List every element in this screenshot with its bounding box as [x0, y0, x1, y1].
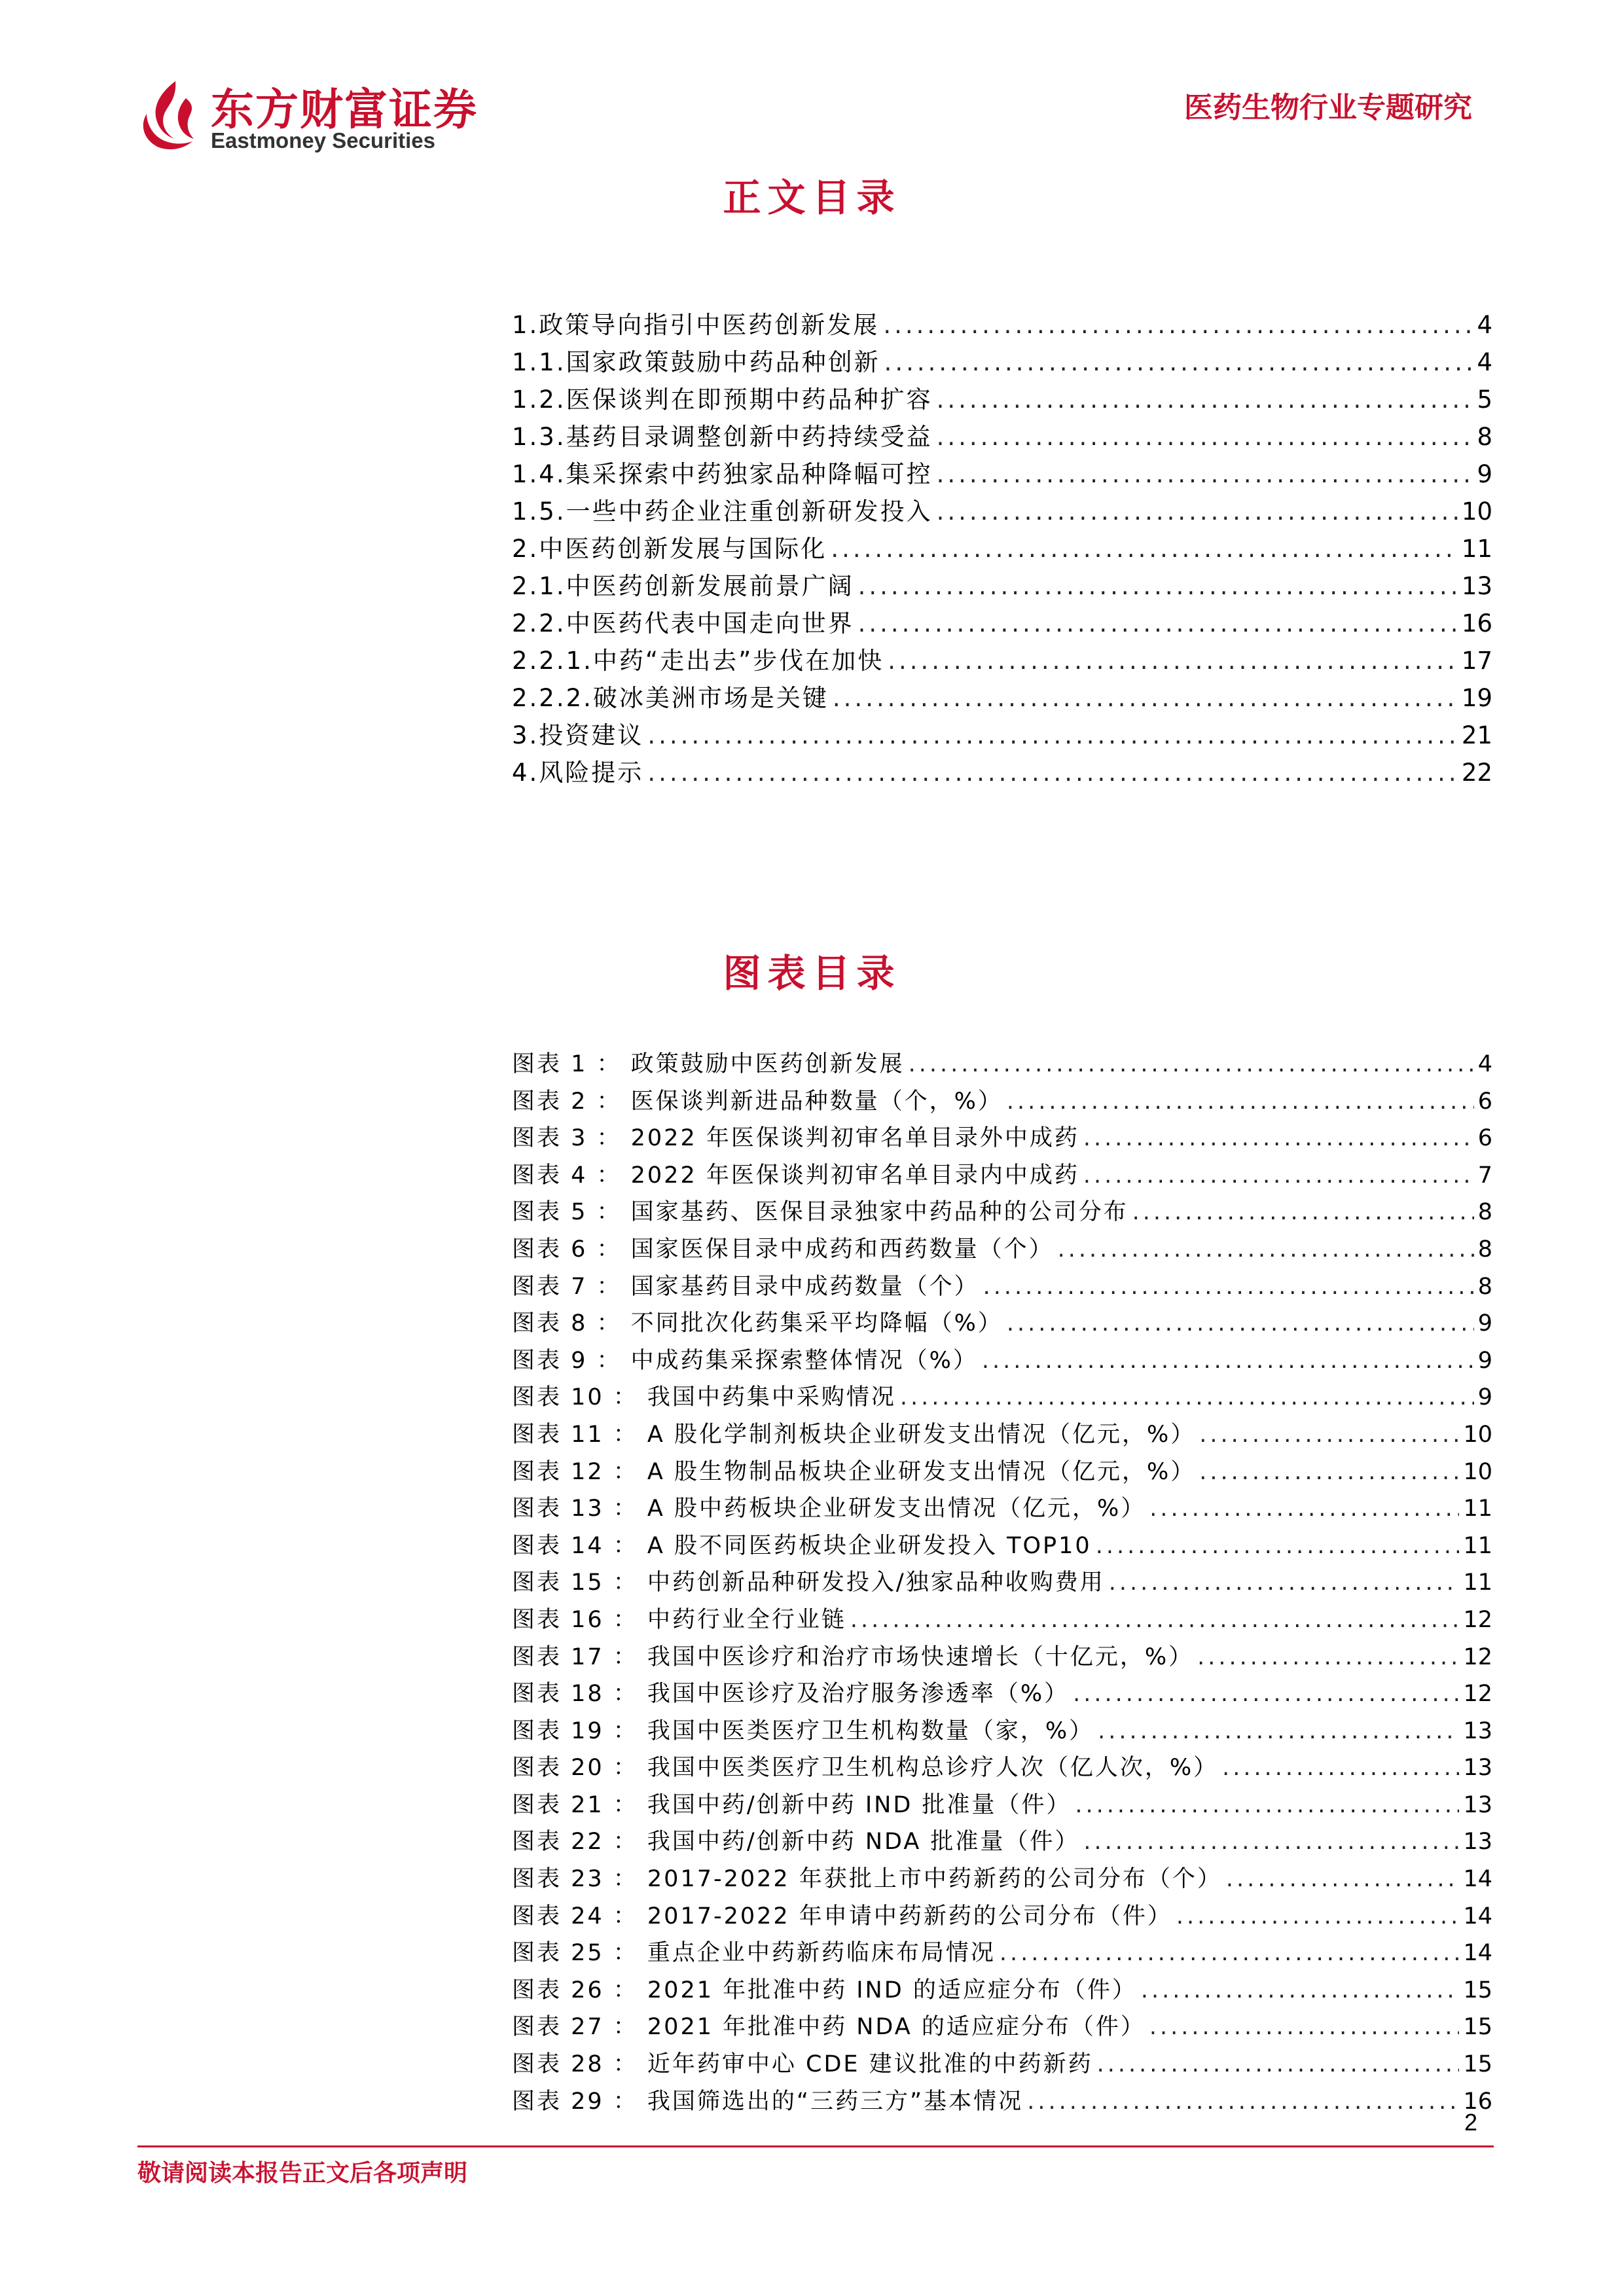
figure-toc-entry-page: 10 — [1463, 1458, 1492, 1485]
figure-toc-entry[interactable] — [512, 1528, 1492, 1565]
logo-chinese-name: 东方财富证券 — [211, 84, 478, 135]
figure-toc-entry-label: 图表 24 ： 2017-2022 年申请中药新药的公司分布（件） — [512, 1903, 1172, 1929]
figure-toc-entry-label: 图表 9 ： 中成药集采探索整体情况（%） — [512, 1347, 978, 1374]
dot-leader — [888, 647, 1458, 675]
figure-toc-entry[interactable] — [512, 1268, 1492, 1306]
figure-toc-entry-label: 图表 25 ： 重点企业中药新药临床布局情况 — [512, 1940, 996, 1967]
figure-toc-entry-page: 16 — [1463, 2088, 1492, 2115]
toc-entry-label: 1.4.集采探索中药独家品种降幅可控 — [512, 460, 933, 488]
figure-toc-entry-label: 图表 28 ： 近年药审中心 CDE 建议批准的中药新药 — [512, 2051, 1093, 2078]
figure-toc-entry-label: 图表 6 ： 国家医保目录中成药和西药数量（个） — [512, 1236, 1054, 1263]
toc-entry-page: 17 — [1461, 647, 1492, 675]
dot-leader — [1098, 1718, 1459, 1744]
dot-leader — [1097, 2051, 1460, 2077]
figure-toc-entry-label: 图表 5 ： 国家基药、医保目录独家中药品种的公司分布 — [512, 1199, 1128, 1226]
toc-list — [512, 305, 1492, 790]
figure-toc-entry-page: 9 — [1477, 1384, 1492, 1411]
dot-leader — [1083, 1125, 1474, 1151]
figure-toc-entry-page: 6 — [1477, 1125, 1492, 1152]
toc-entry[interactable] — [512, 417, 1492, 454]
dot-leader — [1058, 1236, 1474, 1263]
dot-leader — [884, 348, 1473, 376]
figure-toc-entry[interactable] — [512, 1861, 1492, 1898]
figure-toc-entry[interactable] — [512, 1898, 1492, 1935]
figure-toc-entry-page: 8 — [1477, 1236, 1492, 1263]
figure-toc-entry[interactable] — [512, 1416, 1492, 1454]
figure-toc-entry-label: 图表 12 ： A 股生物制品板块企业研发支出情况（亿元，%） — [512, 1458, 1196, 1485]
dot-leader — [850, 1607, 1460, 1633]
figure-toc-entry[interactable] — [512, 1342, 1492, 1380]
dot-leader — [1197, 1644, 1459, 1670]
dot-leader — [1083, 1829, 1459, 1855]
figure-toc-entry-label: 图表 11 ： A 股化学制剂板块企业研发支出情况（亿元，%） — [512, 1421, 1196, 1448]
figures-toc-list — [512, 1046, 1492, 2120]
toc-entry[interactable] — [512, 492, 1492, 529]
report-type-label: 医药生物行业专题研究 — [1184, 91, 1472, 124]
toc-entry-page: 10 — [1461, 497, 1492, 526]
dot-leader — [909, 1051, 1474, 1077]
dot-leader — [1075, 1792, 1459, 1818]
figure-toc-entry-label: 图表 10 ： 我国中药集中采购情况 — [512, 1384, 896, 1411]
dot-leader — [1199, 1459, 1459, 1485]
figure-toc-entry[interactable] — [512, 1787, 1492, 1824]
toc-entry-page: 19 — [1461, 684, 1492, 712]
dot-leader — [1176, 1903, 1460, 1929]
figure-toc-entry-page: 13 — [1463, 1755, 1492, 1782]
toc-entry[interactable] — [512, 454, 1492, 492]
figure-toc-entry-label: 图表 21 ： 我国中药/创新中药 IND 批准量（件） — [512, 1791, 1072, 1818]
toc-entry-page: 5 — [1477, 386, 1492, 414]
figure-toc-entry[interactable] — [512, 1639, 1492, 1676]
toc-entry[interactable] — [512, 753, 1492, 790]
dot-leader — [858, 609, 1458, 637]
figure-toc-entry-page: 15 — [1463, 2014, 1492, 2041]
toc-entry-label: 2.中医药创新发展与国际化 — [512, 535, 827, 563]
dot-leader — [900, 1384, 1474, 1410]
figure-toc-entry[interactable] — [512, 1749, 1492, 1787]
figure-toc-entry-label: 图表 17 ： 我国中医诊疗和治疗市场快速增长（十亿元，%） — [512, 1643, 1194, 1670]
dot-leader — [937, 423, 1473, 451]
figure-toc-entry[interactable] — [512, 1972, 1492, 2009]
dot-leader — [1000, 1940, 1460, 1966]
figure-toc-entry[interactable] — [512, 1120, 1492, 1157]
figure-toc-entry-page: 14 — [1463, 1903, 1492, 1929]
toc-entry-label: 2.2.中医药代表中国走向世界 — [512, 609, 854, 637]
figure-toc-entry-label: 图表 1 ： 政策鼓励中医药创新发展 — [512, 1051, 905, 1077]
toc-entry[interactable] — [512, 342, 1492, 380]
figure-toc-entry[interactable] — [512, 2009, 1492, 2046]
toc-entry-label: 2.1.中医药创新发展前景广阔 — [512, 572, 854, 600]
figure-toc-entry[interactable] — [512, 1046, 1492, 1083]
toc-entry[interactable] — [512, 715, 1492, 753]
page-number: 2 — [1464, 2109, 1477, 2136]
figure-toc-entry-label: 图表 14 ： A 股不同医药板块企业研发投入 TOP10 — [512, 1532, 1092, 1559]
figure-toc-entry-page: 12 — [1463, 1606, 1492, 1633]
footer-divider — [137, 2145, 1494, 2147]
dot-leader — [937, 497, 1458, 526]
figure-toc-entry-page: 15 — [1463, 1977, 1492, 2003]
figure-toc-entry-label: 图表 23 ： 2017-2022 年获批上市中药新药的公司分布（个） — [512, 1866, 1222, 1893]
toc-entry-page: 4 — [1477, 348, 1492, 376]
toc-entry-label: 1.3.基药目录调整创新中药持续受益 — [512, 423, 933, 451]
dot-leader — [1132, 1199, 1474, 1225]
figure-toc-entry-page: 13 — [1463, 1791, 1492, 1818]
figure-toc-entry-page: 9 — [1477, 1310, 1492, 1337]
dot-leader — [1222, 1755, 1459, 1781]
toc-entry-label: 2.2.2.破冰美洲市场是关键 — [512, 684, 829, 712]
toc-entry-label: 3.投资建议 — [512, 721, 644, 749]
toc-entry-label: 1.政策导向指引中医药创新发展 — [512, 311, 880, 339]
figure-toc-entry[interactable] — [512, 1305, 1492, 1342]
dot-leader — [1199, 1422, 1459, 1448]
toc-entry-label: 1.5.一些中药企业注重创新研发投入 — [512, 497, 933, 526]
figure-toc-entry-page: 4 — [1477, 1051, 1492, 1077]
logo-english-name: Eastmoney Securities — [211, 128, 435, 152]
dot-leader — [1141, 1977, 1460, 2003]
figure-toc-entry-page: 15 — [1463, 2051, 1492, 2078]
figure-toc-entry[interactable] — [512, 1935, 1492, 1972]
toc-entry-page: 4 — [1477, 311, 1492, 339]
figure-toc-entry-label: 图表 18 ： 我国中医诊疗及治疗服务渗透率（%） — [512, 1681, 1070, 1708]
toc-entry-label: 1.2.医保谈判在即预期中药品种扩容 — [512, 386, 933, 414]
toc-entry-page: 11 — [1461, 535, 1492, 563]
dot-leader — [1226, 1866, 1460, 1892]
figure-toc-entry[interactable] — [512, 1194, 1492, 1231]
dot-leader — [647, 759, 1458, 787]
toc-entry-label: 2.2.1.中药“走出去”步伐在加快 — [512, 647, 884, 675]
figure-toc-entry[interactable] — [512, 1823, 1492, 1861]
figure-toc-entry-label: 图表 4 ： 2022 年医保谈判初审名单目录内中成药 — [512, 1162, 1079, 1189]
figure-toc-entry[interactable] — [512, 1454, 1492, 1491]
figure-toc-entry-label: 图表 19 ： 我国中医类医疗卫生机构数量（家，%） — [512, 1717, 1094, 1744]
figure-toc-entry-label: 图表 7 ： 国家基药目录中成药数量（个） — [512, 1273, 979, 1300]
dot-leader — [1096, 1533, 1460, 1559]
footer-disclaimer: 敬请阅读本报告正文后各项声明 — [137, 2160, 468, 2187]
figure-toc-entry[interactable] — [512, 1231, 1492, 1268]
figure-toc-entry-label: 图表 3 ： 2022 年医保谈判初审名单目录外中成药 — [512, 1125, 1079, 1152]
figure-toc-entry[interactable] — [512, 1083, 1492, 1121]
figure-toc-entry[interactable] — [512, 1157, 1492, 1194]
figure-toc-entry-page: 13 — [1463, 1829, 1492, 1856]
figure-toc-entry-page: 10 — [1463, 1421, 1492, 1448]
figures-toc-title: 图表目录 — [723, 951, 901, 996]
toc-entry[interactable] — [512, 678, 1492, 715]
dot-leader — [1083, 1162, 1474, 1189]
figure-toc-entry-page: 6 — [1477, 1088, 1492, 1115]
toc-entry[interactable] — [512, 529, 1492, 566]
toc-entry-page: 13 — [1461, 572, 1492, 600]
figure-toc-entry-page: 13 — [1463, 1717, 1492, 1744]
toc-entry-label: 4.风险提示 — [512, 759, 644, 787]
figure-toc-entry[interactable] — [512, 2046, 1492, 2083]
dot-leader — [833, 684, 1458, 712]
dot-leader — [647, 721, 1458, 749]
figure-toc-entry[interactable] — [512, 1602, 1492, 1639]
figure-toc-entry-page: 11 — [1463, 1532, 1492, 1559]
figure-toc-entry-label: 图表 16 ： 中药行业全行业链 — [512, 1606, 846, 1633]
dot-leader — [1007, 1088, 1474, 1115]
dot-leader — [831, 535, 1458, 563]
figure-toc-entry-page: 8 — [1477, 1199, 1492, 1226]
figure-toc-entry-label: 图表 15 ： 中药创新品种研发投入/独家品种收购费用 — [512, 1570, 1105, 1596]
figure-toc-entry[interactable] — [512, 2083, 1492, 2121]
figure-toc-entry-label: 图表 2 ： 医保谈判新进品种数量（个，%） — [512, 1088, 1003, 1115]
figure-toc-entry-page: 7 — [1477, 1162, 1492, 1189]
figure-toc-entry[interactable] — [512, 1379, 1492, 1416]
dot-leader — [1027, 2089, 1459, 2115]
toc-entry[interactable] — [512, 305, 1492, 342]
figure-toc-entry-page: 12 — [1463, 1643, 1492, 1670]
figure-toc-entry[interactable] — [512, 1676, 1492, 1713]
figure-toc-entry-page: 12 — [1463, 1681, 1492, 1708]
toc-entry[interactable] — [512, 641, 1492, 678]
figure-toc-entry-page: 14 — [1463, 1866, 1492, 1893]
toc-entry-page: 16 — [1461, 609, 1492, 637]
toc-entry-label: 1.1.国家政策鼓励中药品种创新 — [512, 348, 880, 376]
figure-toc-entry-label: 图表 8 ： 不同批次化药集采平均降幅（%） — [512, 1310, 1003, 1337]
figure-toc-entry[interactable] — [512, 1564, 1492, 1602]
figure-toc-entry-page: 9 — [1477, 1347, 1492, 1374]
figure-toc-entry-page: 11 — [1463, 1496, 1492, 1522]
toc-entry[interactable] — [512, 566, 1492, 603]
toc-entry[interactable] — [512, 380, 1492, 417]
figure-toc-entry-page: 8 — [1477, 1273, 1492, 1300]
dot-leader — [937, 460, 1473, 488]
figure-toc-entry-label: 图表 26 ： 2021 年批准中药 IND 的适应症分布（件） — [512, 1977, 1137, 2003]
toc-entry-page: 9 — [1477, 460, 1492, 488]
dot-leader — [1109, 1570, 1460, 1596]
figure-toc-entry-label: 图表 13 ： A 股中药板块企业研发支出情况（亿元，%） — [512, 1496, 1146, 1522]
brand-logo — [137, 73, 478, 158]
dot-leader — [982, 1348, 1474, 1374]
dot-leader — [937, 386, 1473, 414]
dot-leader — [1149, 2014, 1460, 2040]
toc-entry-page: 21 — [1461, 721, 1492, 749]
figure-toc-entry-label: 图表 29 ： 我国筛选出的“三药三方”基本情况 — [512, 2088, 1024, 2115]
dot-leader — [1073, 1681, 1459, 1707]
dot-leader — [1149, 1496, 1459, 1522]
dot-leader — [858, 572, 1458, 600]
toc-entry-page: 22 — [1461, 759, 1492, 787]
toc-entry[interactable] — [512, 603, 1492, 641]
figure-toc-entry[interactable] — [512, 1713, 1492, 1750]
figure-toc-entry[interactable] — [512, 1490, 1492, 1528]
dot-leader — [983, 1274, 1474, 1300]
figure-toc-entry-label: 图表 27 ： 2021 年批准中药 NDA 的适应症分布（件） — [512, 2014, 1146, 2041]
toc-entry-page: 8 — [1477, 423, 1492, 451]
figure-toc-entry-page: 14 — [1463, 1940, 1492, 1967]
dot-leader — [1007, 1310, 1474, 1336]
figure-toc-entry-page: 11 — [1463, 1570, 1492, 1596]
figure-toc-entry-label: 图表 20 ： 我国中医类医疗卫生机构总诊疗人次（亿人次，%） — [512, 1755, 1219, 1782]
dot-leader — [883, 311, 1473, 339]
toc-title: 正文目录 — [723, 175, 901, 220]
figure-toc-entry-label: 图表 22 ： 我国中药/创新中药 NDA 批准量（件） — [512, 1829, 1080, 1856]
eastmoney-flame-icon — [137, 79, 203, 151]
